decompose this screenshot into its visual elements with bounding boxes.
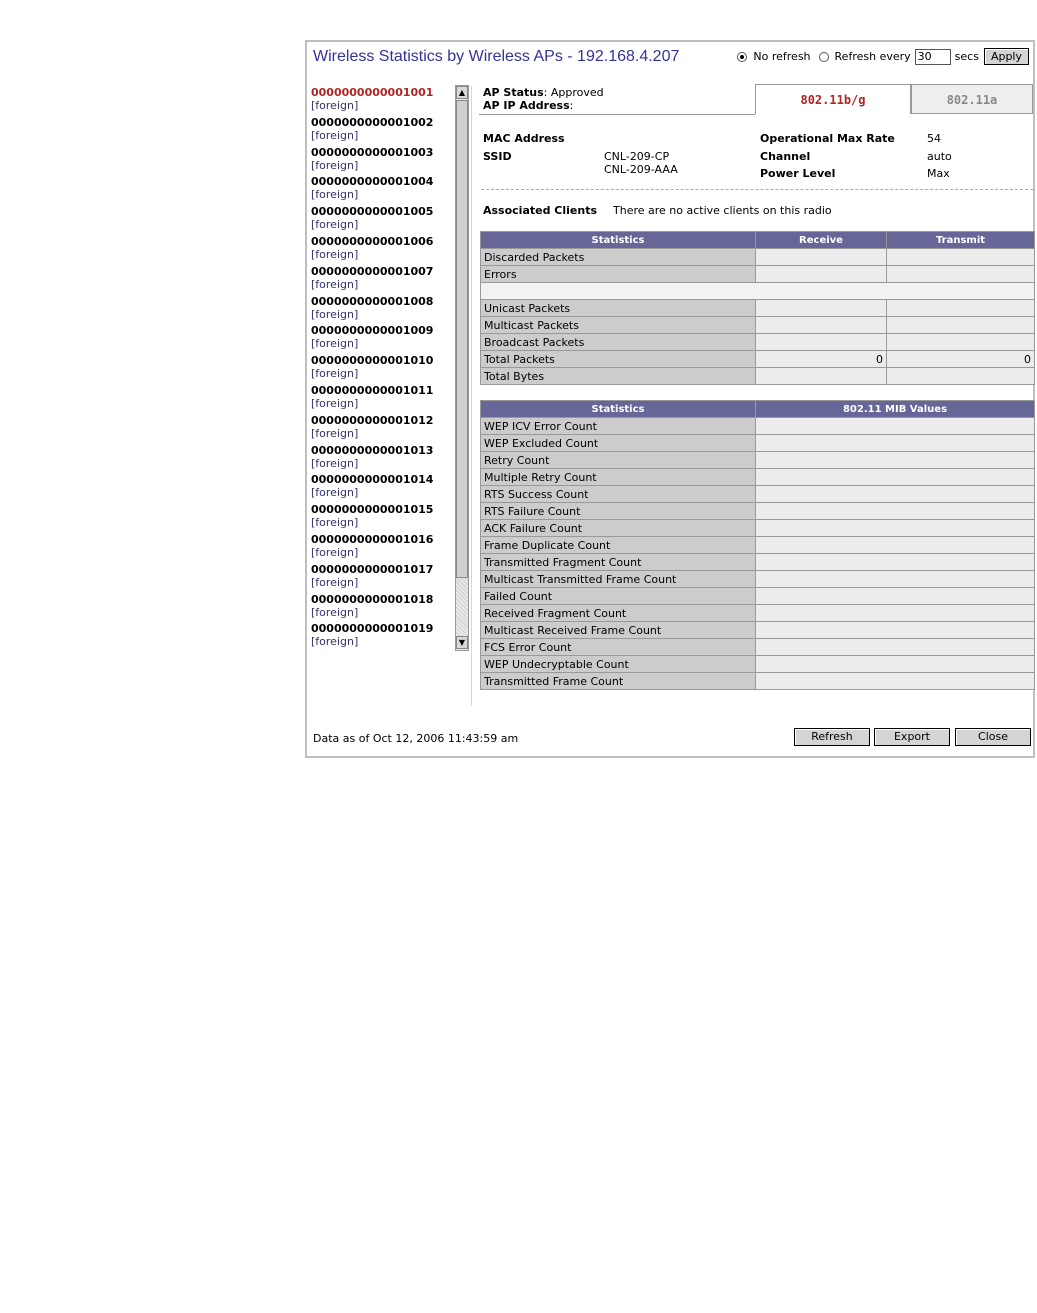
ap-list-item[interactable]	[311, 593, 451, 623]
mib-row	[481, 537, 1035, 554]
stats-receive-cell	[756, 368, 887, 385]
mib-row	[481, 486, 1035, 503]
divider	[471, 86, 472, 706]
stats-row	[481, 266, 1035, 283]
ap-id-link[interactable]: 0000000000001016	[311, 532, 434, 546]
stats-transmit-cell	[887, 317, 1035, 334]
ap-id-link[interactable]: 0000000000001013	[311, 443, 434, 457]
mib-value-cell	[756, 503, 1035, 520]
ssid-value-2: CNL-209-AAA	[604, 163, 678, 176]
ap-id-link[interactable]: 0000000000001017	[311, 562, 434, 576]
ap-list-item[interactable]	[311, 235, 451, 265]
stats-receive-cell	[756, 317, 887, 334]
ap-foreign-tag: [foreign]	[311, 456, 359, 470]
ap-id-link[interactable]: 0000000000001005	[311, 205, 434, 219]
stats-row	[481, 368, 1035, 385]
mib-label-cell: Transmitted Frame Count	[481, 673, 756, 690]
ap-id-link[interactable]: 0000000000001004	[311, 175, 434, 189]
ap-foreign-tag: [foreign]	[311, 426, 359, 440]
stats-label-cell: Multicast Packets	[481, 317, 756, 334]
stats-header-statistics: Statistics	[481, 232, 756, 249]
mib-label-cell: Multiple Retry Count	[481, 469, 756, 486]
refresh-button[interactable]: Refresh	[794, 728, 870, 746]
mib-row	[481, 588, 1035, 605]
stats-header-transmit: Transmit	[887, 232, 1035, 249]
ssid-value-1: CNL-209-CP	[604, 150, 670, 163]
ap-foreign-tag: [foreign]	[311, 218, 359, 232]
ap-id-link[interactable]: 0000000000001011	[311, 383, 434, 397]
ap-list-item[interactable]	[311, 354, 451, 384]
apply-button[interactable]: Apply	[984, 48, 1029, 65]
status-underline	[479, 114, 755, 115]
stats-row	[481, 317, 1035, 334]
stats-row	[481, 300, 1035, 317]
mac-address-label: MAC Address	[483, 132, 565, 145]
ap-id-link[interactable]: 0000000000001014	[311, 473, 434, 487]
ap-list-scrollbar[interactable]	[455, 85, 469, 651]
stats-row	[481, 351, 1035, 368]
data-timestamp: Data as of Oct 12, 2006 11:43:59 am	[313, 732, 519, 745]
ap-list-item[interactable]	[311, 86, 451, 116]
associated-clients-value: There are no active clients on this radio	[613, 204, 832, 217]
ap-id-link[interactable]: 0000000000001010	[311, 354, 434, 368]
stats-row	[481, 249, 1035, 266]
stats-receive-cell	[756, 266, 887, 283]
ap-foreign-tag: [foreign]	[311, 486, 359, 500]
ap-foreign-tag: [foreign]	[311, 367, 359, 381]
mib-row	[481, 622, 1035, 639]
mib-label-cell: ACK Failure Count	[481, 520, 756, 537]
channel-label: Channel	[760, 150, 811, 163]
ap-ip-value: :	[569, 99, 574, 112]
ap-list-item[interactable]	[311, 533, 451, 563]
mib-label-cell: FCS Error Count	[481, 639, 756, 656]
refresh-every-label: Refresh every	[834, 50, 911, 63]
mib-value-cell	[756, 418, 1035, 435]
mib-label-cell: WEP Undecryptable Count	[481, 656, 756, 673]
section-divider	[481, 189, 1033, 190]
mib-label-cell: Received Fragment Count	[481, 605, 756, 622]
stats-label-cell: Broadcast Packets	[481, 334, 756, 351]
mib-row	[481, 469, 1035, 486]
ap-list-item[interactable]	[311, 324, 451, 354]
ap-foreign-tag: [foreign]	[311, 575, 359, 589]
mib-value-cell	[756, 588, 1035, 605]
stats-label-cell: Errors	[481, 266, 756, 283]
ap-id-link[interactable]: 0000000000001018	[311, 592, 434, 606]
scroll-down-icon[interactable]: ▼	[456, 636, 468, 649]
mib-row	[481, 435, 1035, 452]
ap-foreign-tag: [foreign]	[311, 605, 359, 619]
ap-foreign-tag: [foreign]	[311, 247, 359, 261]
stats-receive-cell	[756, 300, 887, 317]
stats-separator-cell	[481, 283, 1035, 300]
ap-foreign-tag: [foreign]	[311, 128, 359, 142]
tab-80211bg[interactable]: 802.11b/g	[755, 84, 911, 114]
mib-row	[481, 520, 1035, 537]
scroll-track[interactable]	[456, 578, 468, 636]
page-title: Wireless Statistics by Wireless APs - 192.168.4.207	[313, 48, 680, 65]
ap-list-item[interactable]	[311, 622, 451, 652]
ap-foreign-tag: [foreign]	[311, 545, 359, 559]
mib-label-cell: Frame Duplicate Count	[481, 537, 756, 554]
ap-foreign-tag: [foreign]	[311, 307, 359, 321]
ap-ip-label: AP IP Address	[483, 99, 570, 112]
ap-list-item[interactable]	[311, 205, 451, 235]
stats-label-cell: Unicast Packets	[481, 300, 756, 317]
ap-status-value: : Approved	[543, 86, 604, 99]
ap-list-item[interactable]	[311, 444, 451, 474]
refresh-every-radio[interactable]	[819, 52, 829, 62]
secs-label: secs	[954, 50, 979, 63]
ap-list-item[interactable]	[311, 295, 451, 325]
mib-label-cell: Multicast Transmitted Frame Count	[481, 571, 756, 588]
mib-label-cell: Transmitted Fragment Count	[481, 554, 756, 571]
ap-id-link[interactable]: 0000000000001001	[311, 86, 434, 99]
stats-receive-cell	[756, 249, 887, 266]
mib-row	[481, 673, 1035, 690]
stats-receive-cell	[756, 334, 887, 351]
no-refresh-label: No refresh	[753, 50, 811, 63]
wireless-stats-panel	[305, 40, 1035, 758]
stats-transmit-cell	[887, 249, 1035, 266]
mib-row	[481, 605, 1035, 622]
ap-foreign-tag: [foreign]	[311, 277, 359, 291]
close-button[interactable]: Close	[955, 728, 1031, 746]
mib-row	[481, 656, 1035, 673]
mib-value-cell	[756, 520, 1035, 537]
mib-value-cell	[756, 486, 1035, 503]
mib-value-cell	[756, 435, 1035, 452]
mib-row	[481, 503, 1035, 520]
mib-value-cell	[756, 673, 1035, 690]
mib-values-table	[480, 400, 1035, 690]
mib-label-cell: Multicast Received Frame Count	[481, 622, 756, 639]
ap-list-item[interactable]	[311, 116, 451, 146]
stats-label-cell: Discarded Packets	[481, 249, 756, 266]
mib-value-cell	[756, 656, 1035, 673]
mib-value-cell	[756, 452, 1035, 469]
ap-foreign-tag: [foreign]	[311, 516, 359, 530]
stats-separator-row	[481, 283, 1035, 300]
channel-value: auto	[927, 150, 952, 163]
ap-list-item[interactable]	[311, 563, 451, 593]
ap-id-link[interactable]: 0000000000001007	[311, 264, 434, 278]
mib-header-values: 802.11 MIB Values	[756, 401, 1035, 418]
mib-row	[481, 452, 1035, 469]
ap-foreign-tag: [foreign]	[311, 396, 359, 410]
ap-list-item[interactable]	[311, 146, 451, 176]
ap-id-link[interactable]: 0000000000001012	[311, 413, 434, 427]
op-rate-label: Operational Max Rate	[760, 132, 895, 145]
mib-value-cell	[756, 571, 1035, 588]
mib-row	[481, 418, 1035, 435]
ap-id-link[interactable]: 0000000000001006	[311, 234, 434, 248]
power-level-value: Max	[927, 167, 950, 180]
ssid-label: SSID	[483, 150, 512, 163]
mib-label-cell: WEP Excluded Count	[481, 435, 756, 452]
ap-id-link[interactable]: 0000000000001002	[311, 115, 434, 129]
stats-transmit-cell: 0	[887, 351, 1035, 368]
stats-transmit-cell	[887, 368, 1035, 385]
ap-list-item[interactable]	[311, 175, 451, 205]
stats-label-cell: Total Packets	[481, 351, 756, 368]
ap-foreign-tag: [foreign]	[311, 99, 359, 112]
stats-label-cell: Total Bytes	[481, 368, 756, 385]
ap-foreign-tag: [foreign]	[311, 188, 359, 202]
ap-list-item[interactable]	[311, 503, 451, 533]
stats-receive-cell: 0	[756, 351, 887, 368]
mib-value-cell	[756, 537, 1035, 554]
ap-status-label: AP Status	[483, 86, 544, 99]
ap-list-item[interactable]	[311, 473, 451, 503]
mib-header-statistics: Statistics	[481, 401, 756, 418]
ap-list-item[interactable]	[311, 384, 451, 414]
ap-id-link[interactable]: 0000000000001009	[311, 324, 434, 338]
mib-value-cell	[756, 554, 1035, 571]
stats-row	[481, 334, 1035, 351]
stats-transmit-cell	[887, 266, 1035, 283]
stats-transmit-cell	[887, 300, 1035, 317]
ap-list-item[interactable]	[311, 265, 451, 295]
mib-label-cell: RTS Failure Count	[481, 503, 756, 520]
tab-80211a[interactable]: 802.11a	[911, 84, 1033, 114]
mib-value-cell	[756, 622, 1035, 639]
refresh-controls	[737, 48, 1029, 65]
no-refresh-radio[interactable]	[737, 52, 747, 62]
mib-label-cell: RTS Success Count	[481, 486, 756, 503]
ap-foreign-tag: [foreign]	[311, 158, 359, 172]
ap-list	[311, 86, 451, 652]
export-button[interactable]: Export	[874, 728, 950, 746]
mib-row	[481, 571, 1035, 588]
mib-row	[481, 639, 1035, 656]
ap-id-link[interactable]: 0000000000001015	[311, 503, 434, 517]
mib-value-cell	[756, 605, 1035, 622]
mib-label-cell: Retry Count	[481, 452, 756, 469]
ap-foreign-tag: [foreign]	[311, 635, 359, 649]
mib-value-cell	[756, 469, 1035, 486]
ssid-values	[604, 150, 678, 176]
scroll-up-icon[interactable]: ▲	[456, 86, 468, 99]
scroll-thumb[interactable]	[456, 100, 468, 578]
mib-label-cell: Failed Count	[481, 588, 756, 605]
ap-list-item[interactable]	[311, 414, 451, 444]
mib-row	[481, 554, 1035, 571]
traffic-stats-table	[480, 231, 1035, 385]
power-level-label: Power Level	[760, 167, 836, 180]
ap-id-link[interactable]: 0000000000001019	[311, 622, 434, 636]
mib-label-cell: WEP ICV Error Count	[481, 418, 756, 435]
ap-foreign-tag: [foreign]	[311, 337, 359, 351]
refresh-secs-input[interactable]	[915, 49, 951, 65]
op-rate-value: 54	[927, 132, 941, 145]
ap-status-block	[483, 86, 604, 112]
mib-value-cell	[756, 639, 1035, 656]
stats-transmit-cell	[887, 334, 1035, 351]
ap-id-link[interactable]: 0000000000001003	[311, 145, 434, 159]
associated-clients-label: Associated Clients	[483, 204, 598, 217]
stats-header-receive: Receive	[756, 232, 887, 249]
ap-id-link[interactable]: 0000000000001008	[311, 294, 434, 308]
